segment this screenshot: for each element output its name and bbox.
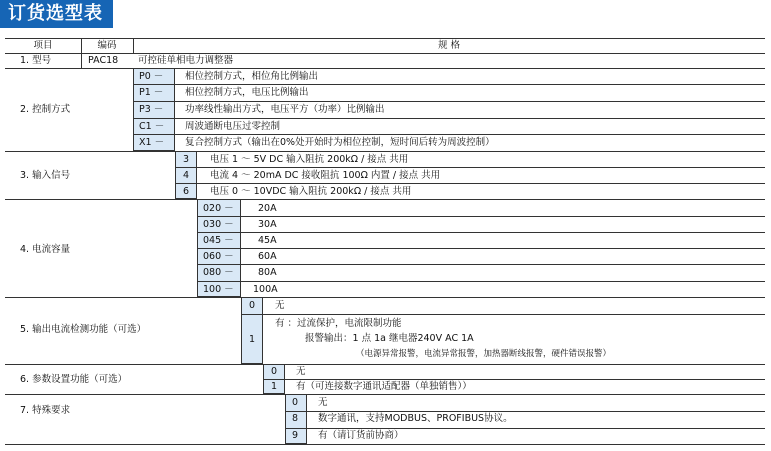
divider xyxy=(197,216,765,217)
current-desc-3: 60A xyxy=(258,251,277,262)
special-code-2: 9 xyxy=(292,430,299,441)
detect-desc-0: 无 xyxy=(275,300,285,311)
current-code-3: 060 － xyxy=(203,251,234,262)
page-title: 订货选型表 xyxy=(0,0,113,28)
special-desc-0: 无 xyxy=(318,397,328,408)
model-code: PAC18 xyxy=(88,55,119,66)
param-code-0: 0 xyxy=(271,366,278,377)
control-desc-4: 复合控制方式（输出在0%处开始时为相位控制，短时间后转为周波控制） xyxy=(185,137,495,148)
control-code-2: P3 － xyxy=(139,104,164,115)
special-code-1: 8 xyxy=(292,413,299,424)
divider xyxy=(133,84,765,85)
control-code-3: C1 － xyxy=(139,121,165,132)
divider xyxy=(175,167,765,168)
detect-code-1: 1 xyxy=(249,334,256,345)
input-desc-1: 电流 4 ～ 20mA DC 接收阻抗 100Ω 内置 / 接点 共用 xyxy=(210,170,441,181)
table-bottom-line xyxy=(5,444,765,445)
control-code-4: X1 － xyxy=(139,137,165,148)
control-desc-3: 周波通断电压过零控制 xyxy=(185,121,281,132)
model-desc: 可控硅单相电力调整器 xyxy=(138,55,234,66)
param-label: 6. 参数设置功能（可选） xyxy=(20,374,128,385)
input-label: 3. 输入信号 xyxy=(20,170,71,181)
control-desc-0: 相位控制方式，相位角比例输出 xyxy=(185,71,319,82)
control-label: 2. 控制方式 xyxy=(20,104,71,115)
current-desc-4: 80A xyxy=(258,267,277,278)
header-code: 编码 xyxy=(97,40,117,51)
current-label: 4. 电流容量 xyxy=(20,244,71,255)
divider xyxy=(5,364,765,365)
divider xyxy=(133,134,765,135)
param-desc-0: 无 xyxy=(296,366,306,377)
header-item: 项目 xyxy=(33,40,53,51)
header-bottom-line xyxy=(5,53,765,54)
input-code-0: 3 xyxy=(183,154,190,165)
divider xyxy=(5,199,765,200)
detect-desc-1: 有 ：过流保护，电流限制功能 xyxy=(275,318,402,329)
control-desc-1: 相位控制方式，电压比例输出 xyxy=(185,87,309,98)
current-code-5: 100 － xyxy=(203,284,234,295)
special-desc-1: 数字通讯，支持MODBUS、PROFIBUS协议。 xyxy=(318,413,513,424)
current-desc-1: 30A xyxy=(258,219,277,230)
control-code-0: P0 － xyxy=(139,71,164,82)
input-desc-0: 电压 1 ～ 5V DC 输入阻抗 200kΩ / 接点 共用 xyxy=(210,154,409,165)
current-code-1: 030 － xyxy=(203,219,234,230)
param-desc-1: 有（可连接数字通讯适配器（单独销售）） xyxy=(296,381,472,392)
input-code-1: 4 xyxy=(183,170,190,181)
current-code-0: 020 － xyxy=(203,203,234,214)
input-code-2: 6 xyxy=(183,186,190,197)
divider xyxy=(197,281,765,282)
detect-desc-1-line2: 报警输出：1 点 1a 继电器240V AC 1A xyxy=(305,333,474,344)
divider xyxy=(5,394,765,395)
divider xyxy=(133,118,765,119)
current-code-4: 080 － xyxy=(203,267,234,278)
special-label: 7. 特殊要求 xyxy=(20,405,71,416)
divider xyxy=(175,183,765,184)
current-desc-0: 20A xyxy=(258,203,277,214)
divider xyxy=(133,101,765,102)
divider xyxy=(241,314,765,315)
special-desc-2: 有（请订货前协商） xyxy=(318,430,404,441)
control-code-1: P1 － xyxy=(139,87,164,98)
detect-label: 5. 输出电流检测功能（可选） xyxy=(20,324,147,335)
detect-code-0: 0 xyxy=(249,300,256,311)
current-desc-5: 100A xyxy=(253,284,278,295)
current-desc-2: 45A xyxy=(258,235,277,246)
param-code-1: 1 xyxy=(271,381,278,392)
header-spec: 规 格 xyxy=(437,40,461,51)
divider xyxy=(5,297,765,298)
divider xyxy=(197,264,765,265)
divider xyxy=(5,151,765,152)
divider xyxy=(5,68,765,69)
current-code-2: 045 － xyxy=(203,235,234,246)
divider xyxy=(197,248,765,249)
input-desc-2: 电压 0 ～ 10VDC 输入阻抗 200kΩ / 接点 共用 xyxy=(210,186,412,197)
divider xyxy=(197,232,765,233)
detect-desc-1-line3: （电源异常报警，电流异常报警，加热器断线报警，硬件错误报警） xyxy=(356,349,612,359)
special-code-0: 0 xyxy=(292,397,299,408)
model-label: 1. 型号 xyxy=(20,55,52,66)
control-desc-2: 功率线性输出方式，电压平方（功率）比例输出 xyxy=(185,104,385,115)
